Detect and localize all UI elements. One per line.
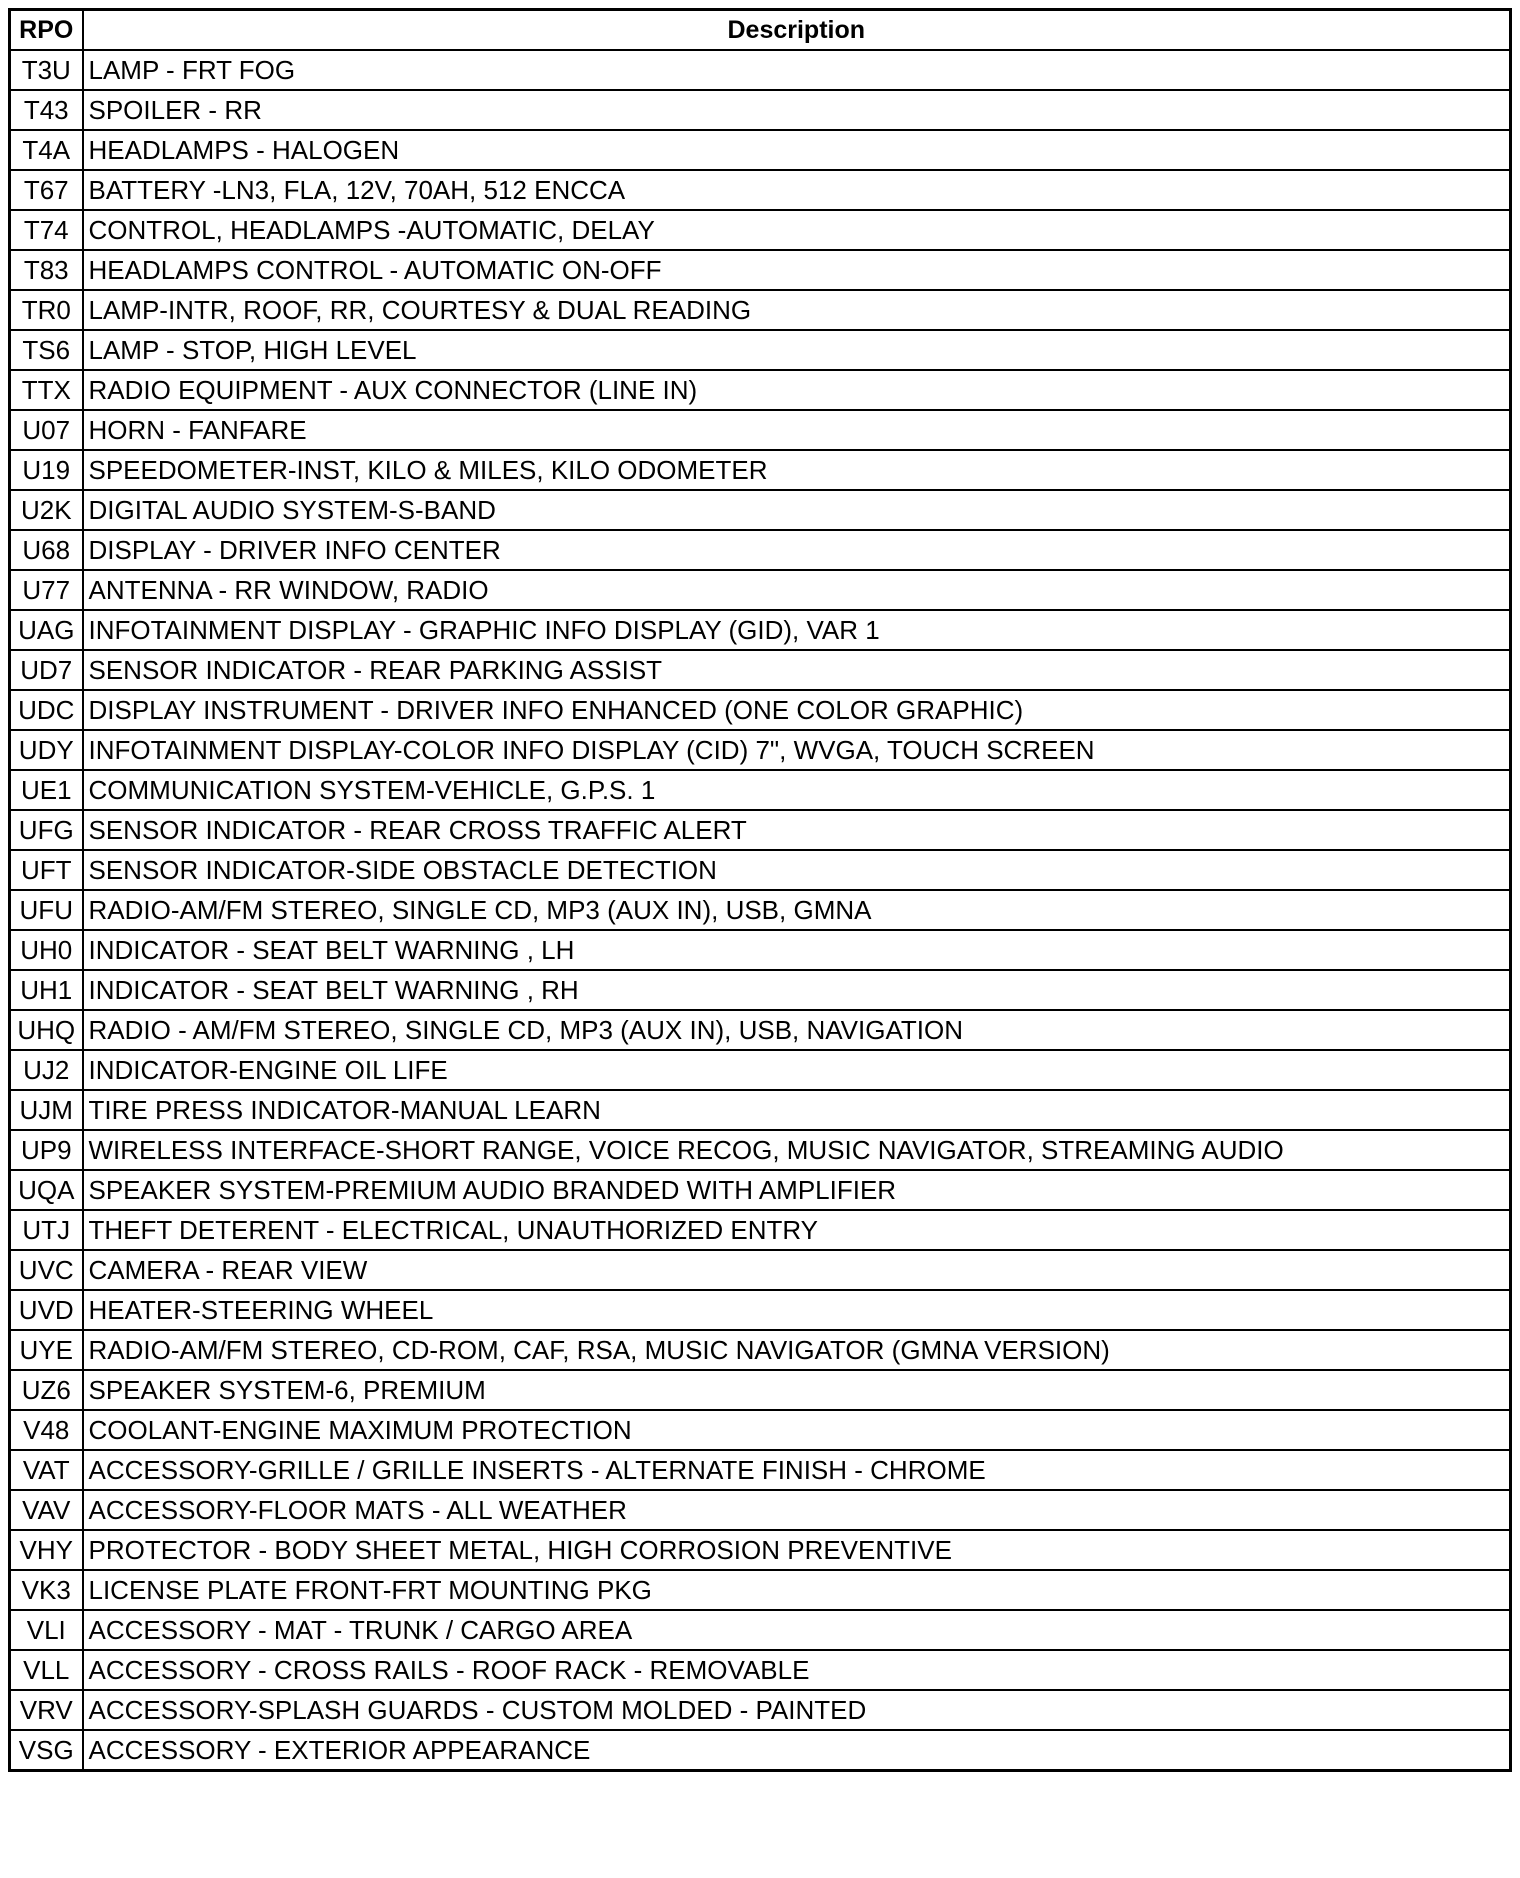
rpo-code-cell: U07 xyxy=(10,410,83,450)
table-row xyxy=(10,890,1511,930)
description-cell: LICENSE PLATE FRONT-FRT MOUNTING PKG xyxy=(83,1570,1511,1610)
rpo-code-cell: VRV xyxy=(10,1690,83,1730)
table-row xyxy=(10,850,1511,890)
rpo-code-cell: U77 xyxy=(10,570,83,610)
description-cell: BATTERY -LN3, FLA, 12V, 70AH, 512 ENCCA xyxy=(83,170,1511,210)
rpo-code-cell: T67 xyxy=(10,170,83,210)
table-row xyxy=(10,1050,1511,1090)
rpo-code-cell: UZ6 xyxy=(10,1370,83,1410)
table-row xyxy=(10,210,1511,250)
description-cell: RADIO-AM/FM STEREO, SINGLE CD, MP3 (AUX IN), USB, GMNA xyxy=(83,890,1511,930)
table-body xyxy=(10,50,1511,1771)
description-cell: RADIO-AM/FM STEREO, CD-ROM, CAF, RSA, MUSIC NAVIGATOR (GMNA VERSION) xyxy=(83,1330,1511,1370)
rpo-code-cell: TS6 xyxy=(10,330,83,370)
table-row xyxy=(10,1650,1511,1690)
rpo-code-cell: T3U xyxy=(10,50,83,90)
description-cell: THEFT DETERENT - ELECTRICAL, UNAUTHORIZED ENTRY xyxy=(83,1210,1511,1250)
description-cell: INDICATOR-ENGINE OIL LIFE xyxy=(83,1050,1511,1090)
rpo-code-cell: UQA xyxy=(10,1170,83,1210)
rpo-code-cell: VSG xyxy=(10,1730,83,1771)
description-cell: LAMP - STOP, HIGH LEVEL xyxy=(83,330,1511,370)
table-row xyxy=(10,1690,1511,1730)
table-row xyxy=(10,1410,1511,1450)
table-row xyxy=(10,1570,1511,1610)
table-row xyxy=(10,810,1511,850)
table-row xyxy=(10,1730,1511,1771)
table-row xyxy=(10,530,1511,570)
description-cell: INDICATOR - SEAT BELT WARNING , LH xyxy=(83,930,1511,970)
table-row xyxy=(10,90,1511,130)
description-cell: HEATER-STEERING WHEEL xyxy=(83,1290,1511,1330)
table-row xyxy=(10,970,1511,1010)
table-row xyxy=(10,1490,1511,1530)
table-row xyxy=(10,170,1511,210)
description-cell: SENSOR INDICATOR - REAR PARKING ASSIST xyxy=(83,650,1511,690)
description-cell: SENSOR INDICATOR - REAR CROSS TRAFFIC ALERT xyxy=(83,810,1511,850)
table-row xyxy=(10,410,1511,450)
description-cell: HORN - FANFARE xyxy=(83,410,1511,450)
table-row xyxy=(10,610,1511,650)
table-header xyxy=(10,10,1511,51)
rpo-code-cell: UYE xyxy=(10,1330,83,1370)
rpo-code-cell: TTX xyxy=(10,370,83,410)
description-cell: WIRELESS INTERFACE-SHORT RANGE, VOICE RECOG, MUSIC NAVIGATOR, STREAMING AUDIO xyxy=(83,1130,1511,1170)
table-row xyxy=(10,690,1511,730)
description-cell: DISPLAY - DRIVER INFO CENTER xyxy=(83,530,1511,570)
rpo-code-cell: VHY xyxy=(10,1530,83,1570)
rpo-code-cell: V48 xyxy=(10,1410,83,1450)
description-cell: SPEAKER SYSTEM-6, PREMIUM xyxy=(83,1370,1511,1410)
table-row xyxy=(10,130,1511,170)
table-row xyxy=(10,1170,1511,1210)
description-cell: RADIO EQUIPMENT - AUX CONNECTOR (LINE IN) xyxy=(83,370,1511,410)
rpo-code-cell: UJ2 xyxy=(10,1050,83,1090)
description-cell: LAMP - FRT FOG xyxy=(83,50,1511,90)
table-row xyxy=(10,570,1511,610)
rpo-code-cell: UFU xyxy=(10,890,83,930)
description-cell: INFOTAINMENT DISPLAY-COLOR INFO DISPLAY (CID) 7", WVGA, TOUCH SCREEN xyxy=(83,730,1511,770)
table-row xyxy=(10,930,1511,970)
rpo-table xyxy=(8,8,1512,1772)
rpo-code-cell: VK3 xyxy=(10,1570,83,1610)
rpo-code-cell: U68 xyxy=(10,530,83,570)
table-row xyxy=(10,250,1511,290)
rpo-code-cell: UH0 xyxy=(10,930,83,970)
table-row xyxy=(10,1330,1511,1370)
rpo-code-cell: VLI xyxy=(10,1610,83,1650)
description-cell: SPOILER - RR xyxy=(83,90,1511,130)
description-cell: SPEEDOMETER-INST, KILO & MILES, KILO ODOMETER xyxy=(83,450,1511,490)
rpo-code-cell: VAT xyxy=(10,1450,83,1490)
table-row xyxy=(10,370,1511,410)
header-row xyxy=(10,10,1511,51)
table-row xyxy=(10,1610,1511,1650)
description-cell: ACCESSORY - EXTERIOR APPEARANCE xyxy=(83,1730,1511,1771)
rpo-code-cell: UAG xyxy=(10,610,83,650)
table-row xyxy=(10,1250,1511,1290)
rpo-code-cell: UVC xyxy=(10,1250,83,1290)
description-cell: ACCESSORY - CROSS RAILS - ROOF RACK - REMOVABLE xyxy=(83,1650,1511,1690)
description-cell: ACCESSORY-FLOOR MATS - ALL WEATHER xyxy=(83,1490,1511,1530)
description-cell: PROTECTOR - BODY SHEET METAL, HIGH CORROSION PREVENTIVE xyxy=(83,1530,1511,1570)
table-row xyxy=(10,1370,1511,1410)
rpo-code-cell: UDC xyxy=(10,690,83,730)
table-row xyxy=(10,1090,1511,1130)
description-cell: HEADLAMPS - HALOGEN xyxy=(83,130,1511,170)
description-cell: ACCESSORY - MAT - TRUNK / CARGO AREA xyxy=(83,1610,1511,1650)
table-row xyxy=(10,330,1511,370)
description-cell: CAMERA - REAR VIEW xyxy=(83,1250,1511,1290)
table-row xyxy=(10,730,1511,770)
table-row xyxy=(10,50,1511,90)
rpo-code-cell: UD7 xyxy=(10,650,83,690)
table-row xyxy=(10,1290,1511,1330)
rpo-code-cell: T4A xyxy=(10,130,83,170)
rpo-code-cell: U19 xyxy=(10,450,83,490)
table-row xyxy=(10,490,1511,530)
description-cell: TIRE PRESS INDICATOR-MANUAL LEARN xyxy=(83,1090,1511,1130)
rpo-code-cell: UDY xyxy=(10,730,83,770)
description-cell: CONTROL, HEADLAMPS -AUTOMATIC, DELAY xyxy=(83,210,1511,250)
description-cell: LAMP-INTR, ROOF, RR, COURTESY & DUAL READING xyxy=(83,290,1511,330)
description-cell: ACCESSORY-GRILLE / GRILLE INSERTS - ALTERNATE FINISH - CHROME xyxy=(83,1450,1511,1490)
rpo-code-cell: UP9 xyxy=(10,1130,83,1170)
description-cell: SPEAKER SYSTEM-PREMIUM AUDIO BRANDED WITH AMPLIFIER xyxy=(83,1170,1511,1210)
description-cell: COOLANT-ENGINE MAXIMUM PROTECTION xyxy=(83,1410,1511,1450)
rpo-code-cell: UFT xyxy=(10,850,83,890)
rpo-code-cell: UE1 xyxy=(10,770,83,810)
rpo-code-cell: UH1 xyxy=(10,970,83,1010)
table-row xyxy=(10,290,1511,330)
rpo-code-cell: T83 xyxy=(10,250,83,290)
description-cell: ACCESSORY-SPLASH GUARDS - CUSTOM MOLDED - PAINTED xyxy=(83,1690,1511,1730)
table-row xyxy=(10,1530,1511,1570)
rpo-code-cell: UHQ xyxy=(10,1010,83,1050)
table-row xyxy=(10,1010,1511,1050)
description-cell: RADIO - AM/FM STEREO, SINGLE CD, MP3 (AUX IN), USB, NAVIGATION xyxy=(83,1010,1511,1050)
description-cell: INDICATOR - SEAT BELT WARNING , RH xyxy=(83,970,1511,1010)
table-row xyxy=(10,650,1511,690)
rpo-code-cell: T74 xyxy=(10,210,83,250)
description-cell: ANTENNA - RR WINDOW, RADIO xyxy=(83,570,1511,610)
rpo-code-cell: UVD xyxy=(10,1290,83,1330)
header-description: Description xyxy=(83,10,1511,51)
description-cell: DIGITAL AUDIO SYSTEM-S-BAND xyxy=(83,490,1511,530)
description-cell: INFOTAINMENT DISPLAY - GRAPHIC INFO DISPLAY (GID), VAR 1 xyxy=(83,610,1511,650)
table-row xyxy=(10,770,1511,810)
rpo-code-cell: U2K xyxy=(10,490,83,530)
rpo-code-cell: T43 xyxy=(10,90,83,130)
description-cell: COMMUNICATION SYSTEM-VEHICLE, G.P.S. 1 xyxy=(83,770,1511,810)
table-row xyxy=(10,1450,1511,1490)
description-cell: SENSOR INDICATOR-SIDE OBSTACLE DETECTION xyxy=(83,850,1511,890)
description-cell: HEADLAMPS CONTROL - AUTOMATIC ON-OFF xyxy=(83,250,1511,290)
table-row xyxy=(10,450,1511,490)
rpo-code-cell: UFG xyxy=(10,810,83,850)
rpo-code-cell: VLL xyxy=(10,1650,83,1690)
rpo-code-cell: UTJ xyxy=(10,1210,83,1250)
rpo-code-cell: UJM xyxy=(10,1090,83,1130)
description-cell: DISPLAY INSTRUMENT - DRIVER INFO ENHANCED (ONE COLOR GRAPHIC) xyxy=(83,690,1511,730)
rpo-code-cell: VAV xyxy=(10,1490,83,1530)
table-row xyxy=(10,1130,1511,1170)
rpo-code-cell: TR0 xyxy=(10,290,83,330)
table-row xyxy=(10,1210,1511,1250)
header-rpo: RPO xyxy=(10,10,83,51)
